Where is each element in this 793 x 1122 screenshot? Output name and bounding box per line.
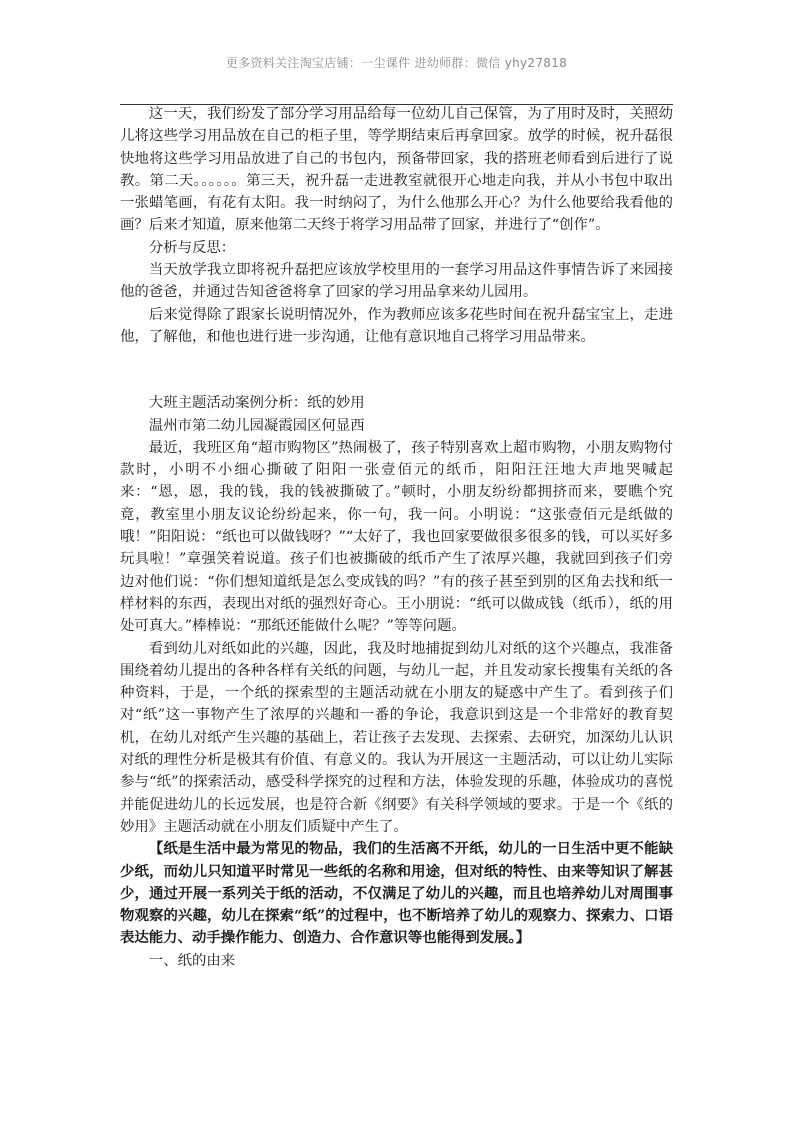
case-author: 温州市第二幼儿园凝霞园区何显西 bbox=[148, 417, 365, 434]
paragraph-reflection-2: 后来觉得除了跟家长说明情况外，作为教师应该多花些时间在祝升磊宝宝上，走进他，了解他，和他也进行进一步沟通，让他有意识地自己将学习用品带来。 bbox=[120, 306, 673, 345]
section-gap bbox=[120, 348, 673, 392]
watermark-header: 更多资料关注淘宝店铺：一尘课件 进幼师群：微信 yhy27818 bbox=[225, 56, 568, 70]
section-heading-origin: 一、纸的由来 bbox=[148, 952, 236, 969]
paragraph-interest: 看到幼儿对纸如此的兴趣，因此，我及时地捕捉到幼儿对纸的这个兴趣点，我准备围绕着幼儿提出的各种各样有关纸的问题，与幼儿一起，并且发动家长搜集有关纸的各种资料，于是，一个纸的探索型的主题活动就在小朋友的疑惑中产生了。看到孩子们对“纸”这一事物产生了浓厚的兴趣和一番的争论，我意识到这是一个非常好的教育契机，在幼儿对纸产生兴趣的基础上，若让孩子去发现、去探索、去研究，加深幼儿认识对纸的理性分析是极其有价值、有意义的。我认为开展这一主题活动，可以让幼儿实际参与“纸”的探索活动，感受科学探究的过程和方法，体验发现的乐趣，体验成功的喜悦并能促进幼儿的长远发展，也是符合新《纲要》有关科学领域的要求。于是一个《纸的妙用》主题活动就在小朋友们质疑中产生了。 bbox=[120, 640, 673, 835]
paragraph-summary: 【纸是生活中最为常见的物品，我们的生活离不开纸，幼儿的一日生活中更不能缺少纸，而幼儿只知道平时常见一些纸的名称和用途，但对纸的特性、由来等知识了解甚少，通过开展一系列关于纸的活动，不仅满足了幼儿的兴趣，而且也培养幼儿对周围事物观察的兴趣，幼儿在探索“纸”的过程中，也不断培养了幼儿的观察力、探索力、口语表达能力、动手操作能力、创造力、合作意识等也能得到发展。】 bbox=[120, 840, 673, 947]
paragraph-story: 这一天，我们纷发了部分学习用品给每一位幼儿自己保管，为了用时及时，关照幼儿将这些学习用品放在自己的柜子里，等学期结束后再拿回家。放学的时候，祝升磊很快地将这些学习用品放进了自己的书包内，预备带回家，我的搭班老师看到后进行了说教。第二天。。。。。。第三天，祝升磊一走进教室就很开心地走向我，并从小书包中取出一张蜡笔画，有花有太阳。我一时纳闷了，为什么他那么开心？为什么他要给我看他的画？后来才知道，原来他第二天终于将学习用品带了回家，并进行了“创作”。 bbox=[120, 106, 673, 234]
paragraph-reflection-1: 当天放学我立即将祝升磊把应该放学校里用的一套学习用品这件事情告诉了来园接他的爸爸，并通过告知爸爸将拿了回家的学习用品拿来幼儿园用。 bbox=[120, 262, 673, 301]
case-title: 大班主题活动案例分析：纸的妙用 bbox=[148, 395, 365, 412]
paragraph-heading-analysis: 分析与反思： bbox=[148, 239, 236, 256]
document-body bbox=[120, 103, 673, 972]
paragraph-intro: 最近，我班区角“超市购物区”热闹极了，孩子特别喜欢上超市购物，小朋友购物付款时，小明不小细心撕破了阳阳一张壹佰元的纸币，阳阳汪汪地大声地哭喊起来：“恩，恩，我的钱，我的钱被撕破了。”顿时，小朋友纷纷都拥挤而来，要瞧个究竟，教室里小朋友议论纷纷起来，你一句，我一问。小明说：“这张壹佰元是纸做的哦！”阳阳说：“纸也可以做钱呀？”“太好了，我也回家要做很多很多的钱，可以买好多玩具啦！”章强笑着说道。孩子们也被撕破的纸币产生了浓厚兴趣，我就回到孩子们旁边对他们说：“你们想知道纸是怎么变成钱的吗？”有的孩子甚至到别的区角去找和纸一样材料的东西，表现出对纸的强烈好奇心。王小朋说：“纸可以做成钱（纸币），纸的用处可真大。”棒棒说：“那纸还能做什么呢？”等等问题。 bbox=[120, 439, 673, 635]
